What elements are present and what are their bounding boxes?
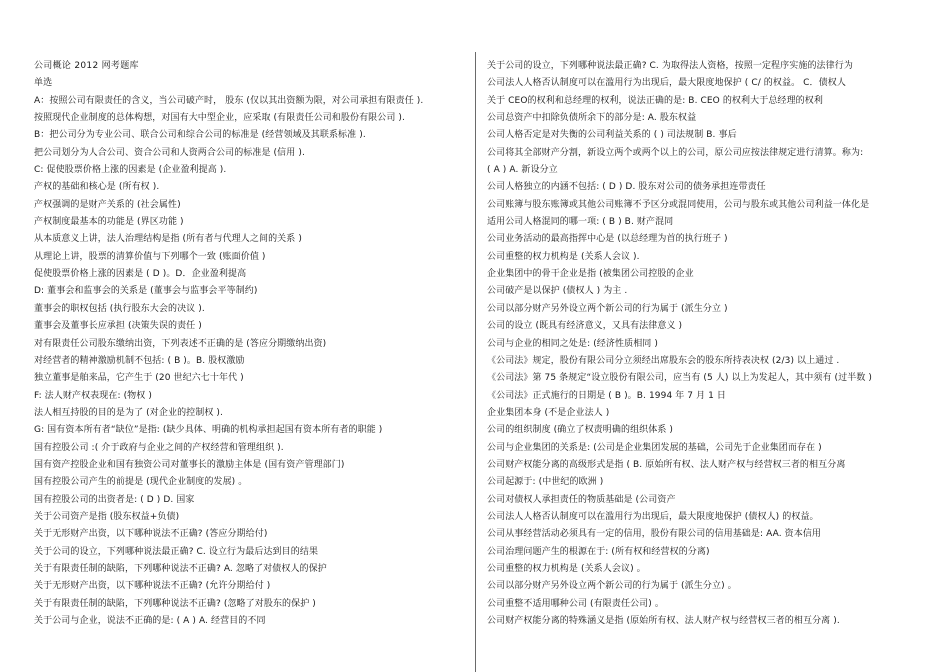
section-heading: 单选 <box>34 78 53 89</box>
question-line: 国有控股公司的出资者是: ( D ) D. 国家 <box>34 494 195 505</box>
question-line: 关于公司与企业，说法不正确的是: ( A ) A. 经营目的不同 <box>34 616 266 626</box>
question-line: 《公司法》正式施行的日期是 ( B )。B. 1994 年 7 月 1 日 <box>487 390 727 401</box>
question-line: 对有限责任公司股东缴纳出资，下列表述不正确的是 (答应分期缴纳出资) <box>34 338 327 349</box>
right-column <box>487 58 927 630</box>
question-line: 关于公司的设立，下列哪种说法最正确? C. 为取得法人资格，按照一定程序实施的法律行为 <box>487 61 853 71</box>
question-line: 公司与企业的相同之处是: (经济性质相同 ) <box>487 338 658 349</box>
question-line: 公司法人人格否认制度可以在滥用行为出现后，最大限度地保护 ( C/ 的权益。 C．债权人 <box>487 78 846 89</box>
question-line: 公司总资产中扣除负债所余下的部分是: A. 股东权益 <box>487 113 697 124</box>
question-line: 公司财产权能分离的特殊涵义是指 (原始所有权、法人财产权与经营权三者的相互分离 ). <box>487 616 840 626</box>
question-line: C: 促使股票价格上涨的因素是 (企业盈利提高 ). <box>34 165 227 176</box>
question-line: 公司破产是以保护 (债权人 ) 为主 . <box>487 286 628 297</box>
question-line: 关于 CEO的权利和总经理的权利，说法正确的是: B. CEO 的权利大于总经理的权利 <box>487 95 823 106</box>
question-line: G: 国有资本所有者“缺位”是指: (缺少具体、明确的机构承担起国有资本所有者的职能 ) <box>34 425 383 436</box>
question-line: 《公司法》规定，股份有限公司分立须经出席股东会的股东所持表决权 (2/3) 以上通过 . <box>487 355 840 366</box>
question-line: F: 法人财产权表现在: (物权 ) <box>34 390 152 401</box>
question-line: B：把公司分为专业公司、联合公司和综合公司的标准是 (经营领域及其联系标准 ). <box>34 130 366 141</box>
question-line: 公司人格否定是对失衡的公司利益关系的 ( ) 司法规制 B. 事后 <box>487 130 737 141</box>
question-line: 企业集团中的骨干企业是指 (被集团公司控股的企业 <box>487 269 694 280</box>
question-line: 把公司划分为人合公司、资合公司和人资两合公司的标准是 (信用 ). <box>34 147 305 158</box>
question-line: 产权的基础和核心是 (所有权 ). <box>34 182 160 193</box>
document-title: 公司概论 2012 网考题库 <box>34 61 139 71</box>
question-line: 公司账簿与股东账簿或其他公司账簿不予区分或混同使用，公司与股东或其他公司利益一体化是 <box>487 199 870 210</box>
question-line: 关于有限责任制的缺陷，下列哪种说法不正确? (忽略了对股东的保护 ) <box>34 598 316 609</box>
question-line: 公司财产权能分离的高级形式是指 ( B. 原始所有权、法人财产权与经营权三者的相互分离 <box>487 459 846 470</box>
question-line: 关于无形财产出资，以下哪种说法不正确? (允许分期给付 ) <box>34 581 271 592</box>
question-line: 促使股票价格上涨的因素是 ( D )。D．企业盈利提高 <box>34 269 247 280</box>
question-line: 关于有限责任制的缺陷，下列哪种说法不正确? A. 忽略了对债权人的保护 <box>34 563 327 574</box>
question-line: 董事会及董事长应承担 (决策失误的责任 ) <box>34 321 202 332</box>
question-line: 公司重整不适用哪种公司 (有限责任公司) 。 <box>487 598 664 609</box>
question-line: 公司以部分财产另外设立两个新公司的行为属于 (派生分立) 。 <box>487 581 737 592</box>
question-line: 国有控股公司 :( 介于政府与企业之间的产权经营和管理组织 ). <box>34 442 284 453</box>
left-column <box>34 58 466 630</box>
question-line: 从理论上讲，股票的清算价值与下列哪个一致 (账面价值 ) <box>34 251 266 262</box>
question-line: 关于公司的设立，下列哪种说法最正确? C. 设立行为最后达到目的结果 <box>34 546 319 557</box>
question-line: 公司对债权人承担责任的物质基础是 (公司资产 <box>487 494 676 505</box>
question-line: 国有资产控股企业和国有独资公司对董事长的激励主体是 (国有资产管理部门) <box>34 459 345 470</box>
question-line: 国有控股公司产生的前提是 (现代企业制度的发展) 。 <box>34 477 248 488</box>
question-line: 从本质意义上讲，法人治理结构是指 (所有者与代理人之间的关系 ) <box>34 234 302 245</box>
question-line: 适用公司人格混同的哪一项: ( B ) B. 财产混同 <box>487 217 674 228</box>
question-line: 公司将其全部财产分割，新设立两个或两个以上的公司，原公司应按法律规定进行清算。称为: <box>487 147 864 158</box>
question-line: 公司起源于: (中世纪的欧洲 ) <box>487 477 604 488</box>
question-line: 公司治理问题产生的根源在于: (所有权和经营权的分离) <box>487 546 710 557</box>
question-line: D: 董事会和监事会的关系是 (董事会与监事会平等制约) <box>34 286 258 297</box>
question-line: 董事会的职权包括 (执行股东大会的决议 ). <box>34 303 205 314</box>
question-line: 公司业务活动的最高指挥中心是 (以总经理为首的执行班子 ) <box>487 234 728 245</box>
question-line: 独立董事是舶来品，它产生于 (20 世纪六七十年代 ) <box>34 373 244 384</box>
question-line: 公司以部分财产另外设立两个新公司的行为属于 (派生分立 ) <box>487 303 728 314</box>
question-line: 公司重整的权力机构是 (关系人会议) 。 <box>487 563 646 574</box>
question-line: 企业集团本身 (不是企业法人 ) <box>487 407 610 418</box>
question-line: 公司的组织制度 (确立了权责明确的组织体系 ) <box>487 425 674 436</box>
question-line: 《公司法》第 75 条规定“设立股份有限公司，应当有 (5 人) 以上为发起人，其中须有 (过半数 ) <box>487 373 873 384</box>
question-line: 公司从事经营活动必须具有一定的信用，股份有限公司的信用基础是: AA. 资本信用 <box>487 529 822 540</box>
question-line: 公司与企业集团的关系是: (公司是企业集团发展的基础，公司先于企业集团而存在 ) <box>487 442 822 453</box>
question-line: 对经营者的精神激励机制不包括: ( B )。B. 股权激励 <box>34 355 245 366</box>
question-line: 产权制度最基本的功能是 (界区功能 ) <box>34 217 184 228</box>
question-line: A：按照公司有限责任的含义，当公司破产时， 股东 (仅以其出资额为限，对公司承担有限责任 ). <box>34 95 424 106</box>
question-line: 按照现代企业制度的总体构想，对国有大中型企业，应采取 (有限责任公司和股份有限公司 ). <box>34 113 406 124</box>
question-line: 法人相互持股的目的是为了 (对企业的控制权 ). <box>34 407 224 418</box>
question-line: 关于公司资产是指 (股东权益+负债) <box>34 511 180 522</box>
question-line: 产权强调的是财产关系的 (社会属性) <box>34 199 181 210</box>
question-line: 公司人格独立的内涵不包括: ( D ) D. 股东对公司的债务承担连带责任 <box>487 182 766 193</box>
question-line: ( A ) A. 新设分立 <box>487 165 558 176</box>
question-line: 公司法人人格否认制度可以在滥用行为出现后，最大限度地保护 (债权人) 的权益。 <box>487 511 819 522</box>
question-line: 公司的设立 (既具有经济意义，又具有法律意义 ) <box>487 321 683 332</box>
column-divider <box>475 52 476 672</box>
question-line: 关于无形财产出资，以下哪种说法不正确? (答应分期给付) <box>34 529 268 540</box>
question-line: 公司重整的权力机构是 (关系人会议 ). <box>487 251 640 262</box>
